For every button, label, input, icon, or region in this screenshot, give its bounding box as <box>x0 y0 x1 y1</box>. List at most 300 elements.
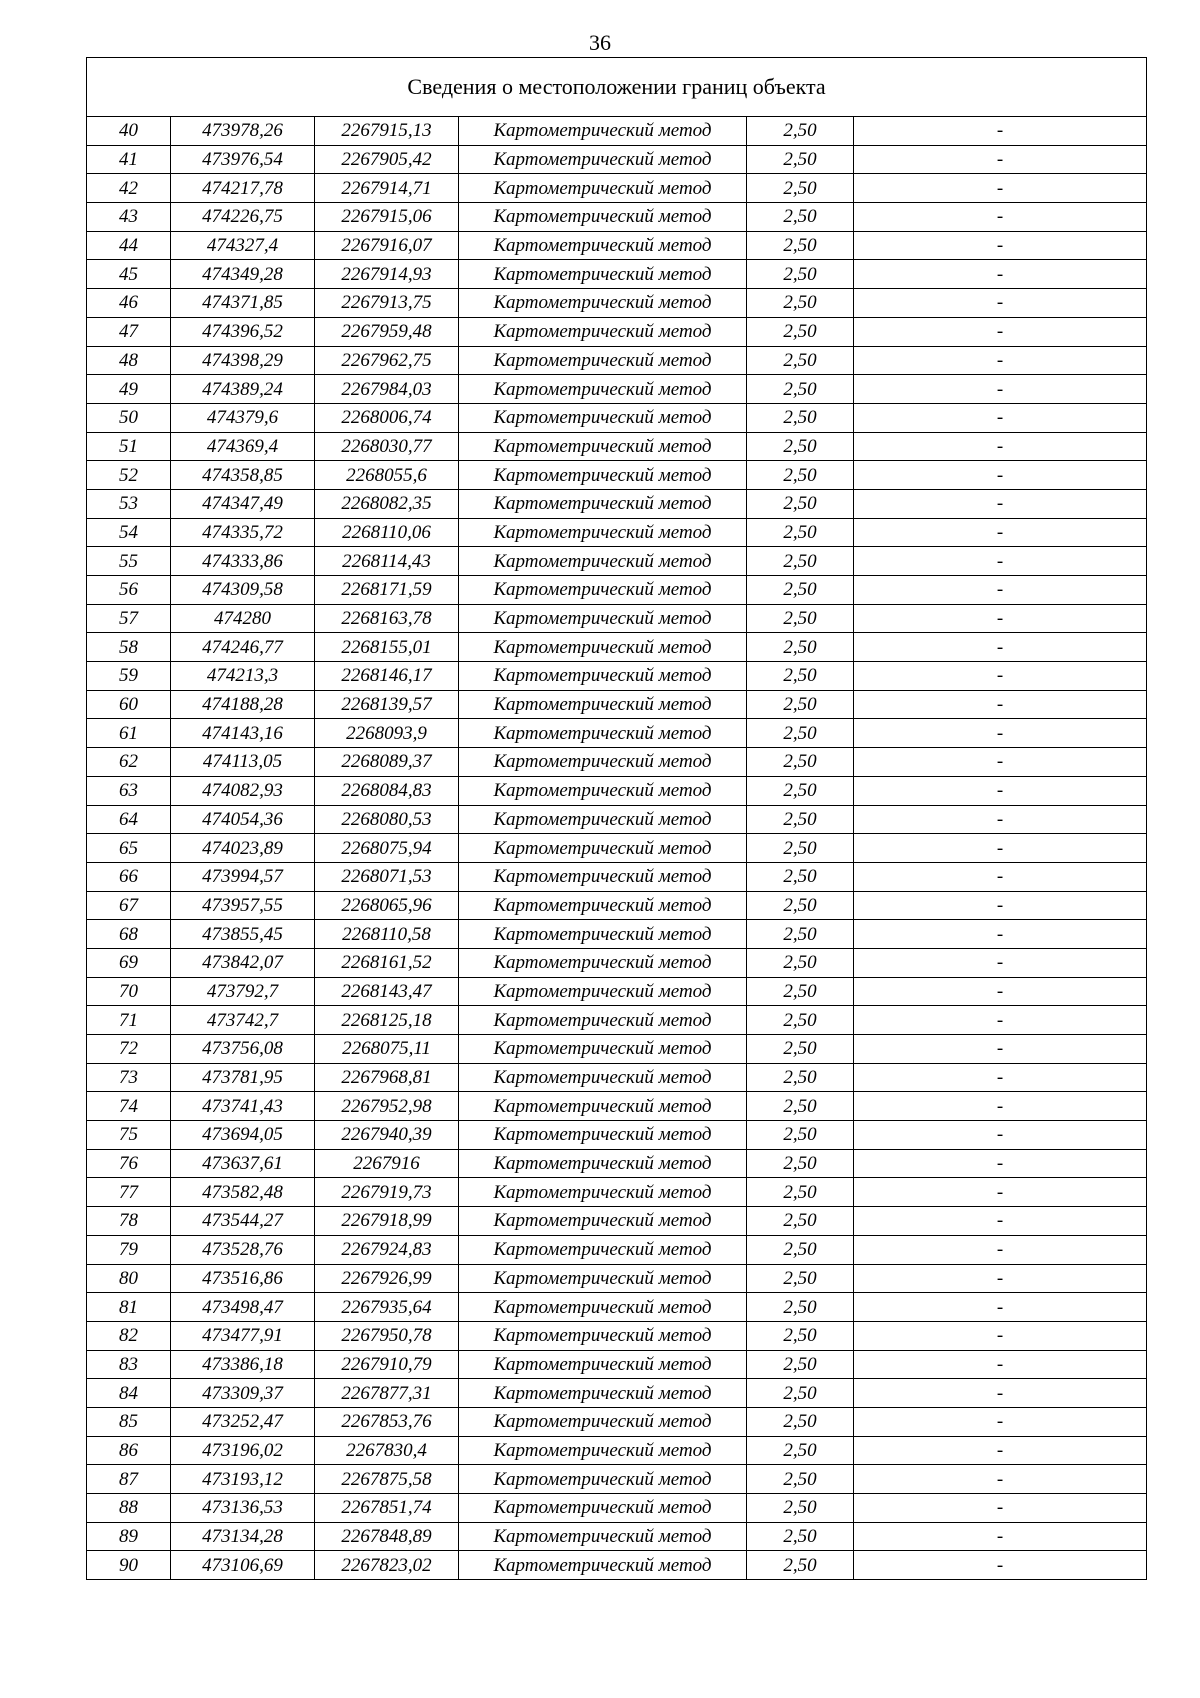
table-row <box>87 920 1147 949</box>
description-cell: - <box>854 920 1147 949</box>
point-number-cell: 59 <box>87 662 171 691</box>
method-cell: Картометрический метод <box>459 1379 747 1408</box>
accuracy-cell: 2,50 <box>747 1293 854 1322</box>
method-cell: Картометрический метод <box>459 403 747 432</box>
y-coordinate-cell: 2267959,48 <box>315 317 459 346</box>
point-number-cell: 85 <box>87 1407 171 1436</box>
y-coordinate-cell: 2267848,89 <box>315 1522 459 1551</box>
accuracy-cell: 2,50 <box>747 1006 854 1035</box>
description-cell: - <box>854 1465 1147 1494</box>
description-cell: - <box>854 547 1147 576</box>
table-row <box>87 576 1147 605</box>
caption-row <box>87 58 1147 117</box>
x-coordinate-cell: 473498,47 <box>171 1293 315 1322</box>
point-number-cell: 44 <box>87 231 171 260</box>
method-cell: Картометрический метод <box>459 117 747 146</box>
accuracy-cell: 2,50 <box>747 489 854 518</box>
y-coordinate-cell: 2268163,78 <box>315 604 459 633</box>
x-coordinate-cell: 474396,52 <box>171 317 315 346</box>
method-cell: Картометрический метод <box>459 1436 747 1465</box>
table-row <box>87 231 1147 260</box>
accuracy-cell: 2,50 <box>747 518 854 547</box>
x-coordinate-cell: 473196,02 <box>171 1436 315 1465</box>
method-cell: Картометрический метод <box>459 805 747 834</box>
x-coordinate-cell: 473193,12 <box>171 1465 315 1494</box>
table-row <box>87 1321 1147 1350</box>
table-row <box>87 1551 1147 1580</box>
point-number-cell: 62 <box>87 748 171 777</box>
table-row <box>87 604 1147 633</box>
point-number-cell: 77 <box>87 1178 171 1207</box>
accuracy-cell: 2,50 <box>747 1092 854 1121</box>
description-cell: - <box>854 662 1147 691</box>
y-coordinate-cell: 2268155,01 <box>315 633 459 662</box>
x-coordinate-cell: 473386,18 <box>171 1350 315 1379</box>
accuracy-cell: 2,50 <box>747 748 854 777</box>
table-row <box>87 977 1147 1006</box>
description-cell: - <box>854 231 1147 260</box>
point-number-cell: 63 <box>87 776 171 805</box>
y-coordinate-cell: 2267914,71 <box>315 174 459 203</box>
method-cell: Картометрический метод <box>459 317 747 346</box>
y-coordinate-cell: 2267910,79 <box>315 1350 459 1379</box>
y-coordinate-cell: 2267914,93 <box>315 260 459 289</box>
x-coordinate-cell: 473741,43 <box>171 1092 315 1121</box>
method-cell: Картометрический метод <box>459 748 747 777</box>
method-cell: Картометрический метод <box>459 203 747 232</box>
accuracy-cell: 2,50 <box>747 547 854 576</box>
table-row <box>87 633 1147 662</box>
method-cell: Картометрический метод <box>459 862 747 891</box>
method-cell: Картометрический метод <box>459 1350 747 1379</box>
point-number-cell: 87 <box>87 1465 171 1494</box>
point-number-cell: 47 <box>87 317 171 346</box>
point-number-cell: 40 <box>87 117 171 146</box>
description-cell: - <box>854 604 1147 633</box>
table-row <box>87 862 1147 891</box>
table-row <box>87 662 1147 691</box>
x-coordinate-cell: 473842,07 <box>171 948 315 977</box>
table-row <box>87 1465 1147 1494</box>
table-row <box>87 1178 1147 1207</box>
y-coordinate-cell: 2267915,13 <box>315 117 459 146</box>
point-number-cell: 72 <box>87 1035 171 1064</box>
y-coordinate-cell: 2268071,53 <box>315 862 459 891</box>
y-coordinate-cell: 2267916,07 <box>315 231 459 260</box>
description-cell: - <box>854 776 1147 805</box>
description-cell: - <box>854 317 1147 346</box>
table-row <box>87 1207 1147 1236</box>
y-coordinate-cell: 2268075,11 <box>315 1035 459 1064</box>
accuracy-cell: 2,50 <box>747 1551 854 1580</box>
point-number-cell: 56 <box>87 576 171 605</box>
point-number-cell: 64 <box>87 805 171 834</box>
table-row <box>87 1350 1147 1379</box>
y-coordinate-cell: 2267913,75 <box>315 289 459 318</box>
x-coordinate-cell: 473957,55 <box>171 891 315 920</box>
accuracy-cell: 2,50 <box>747 1436 854 1465</box>
x-coordinate-cell: 473976,54 <box>171 145 315 174</box>
point-number-cell: 75 <box>87 1121 171 1150</box>
table-row <box>87 805 1147 834</box>
method-cell: Картометрический метод <box>459 1321 747 1350</box>
x-coordinate-cell: 474358,85 <box>171 461 315 490</box>
table-row <box>87 1235 1147 1264</box>
table-row <box>87 403 1147 432</box>
y-coordinate-cell: 2267877,31 <box>315 1379 459 1408</box>
method-cell: Картометрический метод <box>459 1207 747 1236</box>
x-coordinate-cell: 473694,05 <box>171 1121 315 1150</box>
description-cell: - <box>854 145 1147 174</box>
page-number: 36 <box>589 30 611 55</box>
x-coordinate-cell: 473978,26 <box>171 117 315 146</box>
y-coordinate-cell: 2268114,43 <box>315 547 459 576</box>
point-number-cell: 71 <box>87 1006 171 1035</box>
accuracy-cell: 2,50 <box>747 1407 854 1436</box>
x-coordinate-cell: 474023,89 <box>171 834 315 863</box>
x-coordinate-cell: 474369,4 <box>171 432 315 461</box>
x-coordinate-cell: 473252,47 <box>171 1407 315 1436</box>
description-cell: - <box>854 633 1147 662</box>
method-cell: Картометрический метод <box>459 518 747 547</box>
table-row <box>87 834 1147 863</box>
x-coordinate-cell: 474349,28 <box>171 260 315 289</box>
boundary-table <box>86 57 1147 1580</box>
description-cell: - <box>854 862 1147 891</box>
accuracy-cell: 2,50 <box>747 375 854 404</box>
x-coordinate-cell: 473528,76 <box>171 1235 315 1264</box>
x-coordinate-cell: 473136,53 <box>171 1494 315 1523</box>
accuracy-cell: 2,50 <box>747 403 854 432</box>
table-caption: Сведения о местоположении границ объекта <box>87 58 1147 117</box>
point-number-cell: 53 <box>87 489 171 518</box>
table-row <box>87 948 1147 977</box>
table-row <box>87 891 1147 920</box>
x-coordinate-cell: 473855,45 <box>171 920 315 949</box>
description-cell: - <box>854 805 1147 834</box>
boundary-table-container <box>86 57 1146 1580</box>
table-row <box>87 1006 1147 1035</box>
description-cell: - <box>854 1035 1147 1064</box>
description-cell: - <box>854 719 1147 748</box>
y-coordinate-cell: 2267968,81 <box>315 1063 459 1092</box>
y-coordinate-cell: 2267984,03 <box>315 375 459 404</box>
y-coordinate-cell: 2267924,83 <box>315 1235 459 1264</box>
description-cell: - <box>854 1407 1147 1436</box>
accuracy-cell: 2,50 <box>747 834 854 863</box>
description-cell: - <box>854 748 1147 777</box>
table-row <box>87 690 1147 719</box>
accuracy-cell: 2,50 <box>747 805 854 834</box>
accuracy-cell: 2,50 <box>747 977 854 1006</box>
description-cell: - <box>854 977 1147 1006</box>
method-cell: Картометрический метод <box>459 977 747 1006</box>
method-cell: Картометрический метод <box>459 1006 747 1035</box>
point-number-cell: 52 <box>87 461 171 490</box>
method-cell: Картометрический метод <box>459 1551 747 1580</box>
table-row <box>87 1494 1147 1523</box>
method-cell: Картометрический метод <box>459 633 747 662</box>
point-number-cell: 61 <box>87 719 171 748</box>
method-cell: Картометрический метод <box>459 1407 747 1436</box>
point-number-cell: 74 <box>87 1092 171 1121</box>
accuracy-cell: 2,50 <box>747 948 854 977</box>
method-cell: Картометрический метод <box>459 489 747 518</box>
description-cell: - <box>854 1350 1147 1379</box>
table-row <box>87 1264 1147 1293</box>
table-row <box>87 547 1147 576</box>
x-coordinate-cell: 474217,78 <box>171 174 315 203</box>
description-cell: - <box>854 117 1147 146</box>
x-coordinate-cell: 474082,93 <box>171 776 315 805</box>
table-row <box>87 203 1147 232</box>
x-coordinate-cell: 474398,29 <box>171 346 315 375</box>
description-cell: - <box>854 1321 1147 1350</box>
method-cell: Картометрический метод <box>459 1149 747 1178</box>
accuracy-cell: 2,50 <box>747 317 854 346</box>
accuracy-cell: 2,50 <box>747 1494 854 1523</box>
description-cell: - <box>854 375 1147 404</box>
accuracy-cell: 2,50 <box>747 1379 854 1408</box>
method-cell: Картометрический метод <box>459 920 747 949</box>
y-coordinate-cell: 2268030,77 <box>315 432 459 461</box>
table-row <box>87 1379 1147 1408</box>
y-coordinate-cell: 2267823,02 <box>315 1551 459 1580</box>
description-cell: - <box>854 1178 1147 1207</box>
method-cell: Картометрический метод <box>459 1121 747 1150</box>
x-coordinate-cell: 474188,28 <box>171 690 315 719</box>
y-coordinate-cell: 2267851,74 <box>315 1494 459 1523</box>
accuracy-cell: 2,50 <box>747 862 854 891</box>
accuracy-cell: 2,50 <box>747 719 854 748</box>
x-coordinate-cell: 473106,69 <box>171 1551 315 1580</box>
x-coordinate-cell: 474054,36 <box>171 805 315 834</box>
description-cell: - <box>854 346 1147 375</box>
description-cell: - <box>854 489 1147 518</box>
accuracy-cell: 2,50 <box>747 1035 854 1064</box>
point-number-cell: 48 <box>87 346 171 375</box>
x-coordinate-cell: 473477,91 <box>171 1321 315 1350</box>
y-coordinate-cell: 2268080,53 <box>315 805 459 834</box>
y-coordinate-cell: 2267935,64 <box>315 1293 459 1322</box>
description-cell: - <box>854 1551 1147 1580</box>
description-cell: - <box>854 891 1147 920</box>
table-row <box>87 1293 1147 1322</box>
y-coordinate-cell: 2268139,57 <box>315 690 459 719</box>
method-cell: Картометрический метод <box>459 834 747 863</box>
point-number-cell: 43 <box>87 203 171 232</box>
method-cell: Картометрический метод <box>459 776 747 805</box>
y-coordinate-cell: 2267919,73 <box>315 1178 459 1207</box>
x-coordinate-cell: 473637,61 <box>171 1149 315 1178</box>
x-coordinate-cell: 474389,24 <box>171 375 315 404</box>
y-coordinate-cell: 2267918,99 <box>315 1207 459 1236</box>
accuracy-cell: 2,50 <box>747 1178 854 1207</box>
accuracy-cell: 2,50 <box>747 1350 854 1379</box>
point-number-cell: 80 <box>87 1264 171 1293</box>
point-number-cell: 50 <box>87 403 171 432</box>
method-cell: Картометрический метод <box>459 604 747 633</box>
description-cell: - <box>854 1264 1147 1293</box>
table-row <box>87 518 1147 547</box>
y-coordinate-cell: 2267940,39 <box>315 1121 459 1150</box>
point-number-cell: 51 <box>87 432 171 461</box>
accuracy-cell: 2,50 <box>747 145 854 174</box>
method-cell: Картометрический метод <box>459 576 747 605</box>
accuracy-cell: 2,50 <box>747 776 854 805</box>
table-row <box>87 1092 1147 1121</box>
description-cell: - <box>854 1436 1147 1465</box>
y-coordinate-cell: 2268065,96 <box>315 891 459 920</box>
accuracy-cell: 2,50 <box>747 891 854 920</box>
description-cell: - <box>854 1293 1147 1322</box>
x-coordinate-cell: 473792,7 <box>171 977 315 1006</box>
accuracy-cell: 2,50 <box>747 633 854 662</box>
table-row <box>87 260 1147 289</box>
method-cell: Картометрический метод <box>459 1293 747 1322</box>
y-coordinate-cell: 2267905,42 <box>315 145 459 174</box>
accuracy-cell: 2,50 <box>747 1465 854 1494</box>
y-coordinate-cell: 2267830,4 <box>315 1436 459 1465</box>
table-row <box>87 289 1147 318</box>
description-cell: - <box>854 1092 1147 1121</box>
point-number-cell: 84 <box>87 1379 171 1408</box>
description-cell: - <box>854 1379 1147 1408</box>
method-cell: Картометрический метод <box>459 231 747 260</box>
y-coordinate-cell: 2267916 <box>315 1149 459 1178</box>
table-row <box>87 1522 1147 1551</box>
accuracy-cell: 2,50 <box>747 289 854 318</box>
x-coordinate-cell: 474226,75 <box>171 203 315 232</box>
point-number-cell: 83 <box>87 1350 171 1379</box>
point-number-cell: 54 <box>87 518 171 547</box>
description-cell: - <box>854 1494 1147 1523</box>
table-row <box>87 489 1147 518</box>
point-number-cell: 49 <box>87 375 171 404</box>
method-cell: Картометрический метод <box>459 719 747 748</box>
method-cell: Картометрический метод <box>459 891 747 920</box>
y-coordinate-cell: 2267875,58 <box>315 1465 459 1494</box>
y-coordinate-cell: 2268006,74 <box>315 403 459 432</box>
accuracy-cell: 2,50 <box>747 432 854 461</box>
accuracy-cell: 2,50 <box>747 576 854 605</box>
description-cell: - <box>854 518 1147 547</box>
method-cell: Картометрический метод <box>459 260 747 289</box>
table-row <box>87 719 1147 748</box>
method-cell: Картометрический метод <box>459 1264 747 1293</box>
table-body <box>87 117 1147 1580</box>
description-cell: - <box>854 690 1147 719</box>
accuracy-cell: 2,50 <box>747 1121 854 1150</box>
point-number-cell: 55 <box>87 547 171 576</box>
point-number-cell: 58 <box>87 633 171 662</box>
x-coordinate-cell: 474280 <box>171 604 315 633</box>
x-coordinate-cell: 474347,49 <box>171 489 315 518</box>
point-number-cell: 89 <box>87 1522 171 1551</box>
table-row <box>87 375 1147 404</box>
point-number-cell: 41 <box>87 145 171 174</box>
point-number-cell: 45 <box>87 260 171 289</box>
accuracy-cell: 2,50 <box>747 346 854 375</box>
method-cell: Картометрический метод <box>459 948 747 977</box>
accuracy-cell: 2,50 <box>747 662 854 691</box>
table-row <box>87 748 1147 777</box>
table-row <box>87 1035 1147 1064</box>
accuracy-cell: 2,50 <box>747 690 854 719</box>
point-number-cell: 66 <box>87 862 171 891</box>
method-cell: Картометрический метод <box>459 1092 747 1121</box>
point-number-cell: 46 <box>87 289 171 318</box>
description-cell: - <box>854 1522 1147 1551</box>
method-cell: Картометрический метод <box>459 547 747 576</box>
accuracy-cell: 2,50 <box>747 1207 854 1236</box>
description-cell: - <box>854 461 1147 490</box>
accuracy-cell: 2,50 <box>747 1149 854 1178</box>
table-row <box>87 461 1147 490</box>
point-number-cell: 78 <box>87 1207 171 1236</box>
y-coordinate-cell: 2268075,94 <box>315 834 459 863</box>
x-coordinate-cell: 474309,58 <box>171 576 315 605</box>
x-coordinate-cell: 474246,77 <box>171 633 315 662</box>
y-coordinate-cell: 2268110,58 <box>315 920 459 949</box>
point-number-cell: 82 <box>87 1321 171 1350</box>
description-cell: - <box>854 1063 1147 1092</box>
x-coordinate-cell: 473309,37 <box>171 1379 315 1408</box>
point-number-cell: 76 <box>87 1149 171 1178</box>
y-coordinate-cell: 2268055,6 <box>315 461 459 490</box>
table-row <box>87 1121 1147 1150</box>
accuracy-cell: 2,50 <box>747 1522 854 1551</box>
x-coordinate-cell: 473994,57 <box>171 862 315 891</box>
description-cell: - <box>854 289 1147 318</box>
y-coordinate-cell: 2268125,18 <box>315 1006 459 1035</box>
method-cell: Картометрический метод <box>459 461 747 490</box>
description-cell: - <box>854 203 1147 232</box>
point-number-cell: 86 <box>87 1436 171 1465</box>
description-cell: - <box>854 834 1147 863</box>
x-coordinate-cell: 474143,16 <box>171 719 315 748</box>
method-cell: Картометрический метод <box>459 174 747 203</box>
y-coordinate-cell: 2268082,35 <box>315 489 459 518</box>
description-cell: - <box>854 432 1147 461</box>
description-cell: - <box>854 1207 1147 1236</box>
method-cell: Картометрический метод <box>459 289 747 318</box>
accuracy-cell: 2,50 <box>747 604 854 633</box>
accuracy-cell: 2,50 <box>747 174 854 203</box>
accuracy-cell: 2,50 <box>747 461 854 490</box>
method-cell: Картометрический метод <box>459 1063 747 1092</box>
y-coordinate-cell: 2267853,76 <box>315 1407 459 1436</box>
x-coordinate-cell: 473781,95 <box>171 1063 315 1092</box>
description-cell: - <box>854 1121 1147 1150</box>
method-cell: Картометрический метод <box>459 690 747 719</box>
x-coordinate-cell: 474335,72 <box>171 518 315 547</box>
x-coordinate-cell: 474327,4 <box>171 231 315 260</box>
x-coordinate-cell: 473582,48 <box>171 1178 315 1207</box>
y-coordinate-cell: 2268161,52 <box>315 948 459 977</box>
point-number-cell: 69 <box>87 948 171 977</box>
point-number-cell: 68 <box>87 920 171 949</box>
x-coordinate-cell: 474371,85 <box>171 289 315 318</box>
method-cell: Картометрический метод <box>459 145 747 174</box>
method-cell: Картометрический метод <box>459 1522 747 1551</box>
y-coordinate-cell: 2267952,98 <box>315 1092 459 1121</box>
description-cell: - <box>854 403 1147 432</box>
accuracy-cell: 2,50 <box>747 1264 854 1293</box>
x-coordinate-cell: 473756,08 <box>171 1035 315 1064</box>
y-coordinate-cell: 2268093,9 <box>315 719 459 748</box>
accuracy-cell: 2,50 <box>747 117 854 146</box>
